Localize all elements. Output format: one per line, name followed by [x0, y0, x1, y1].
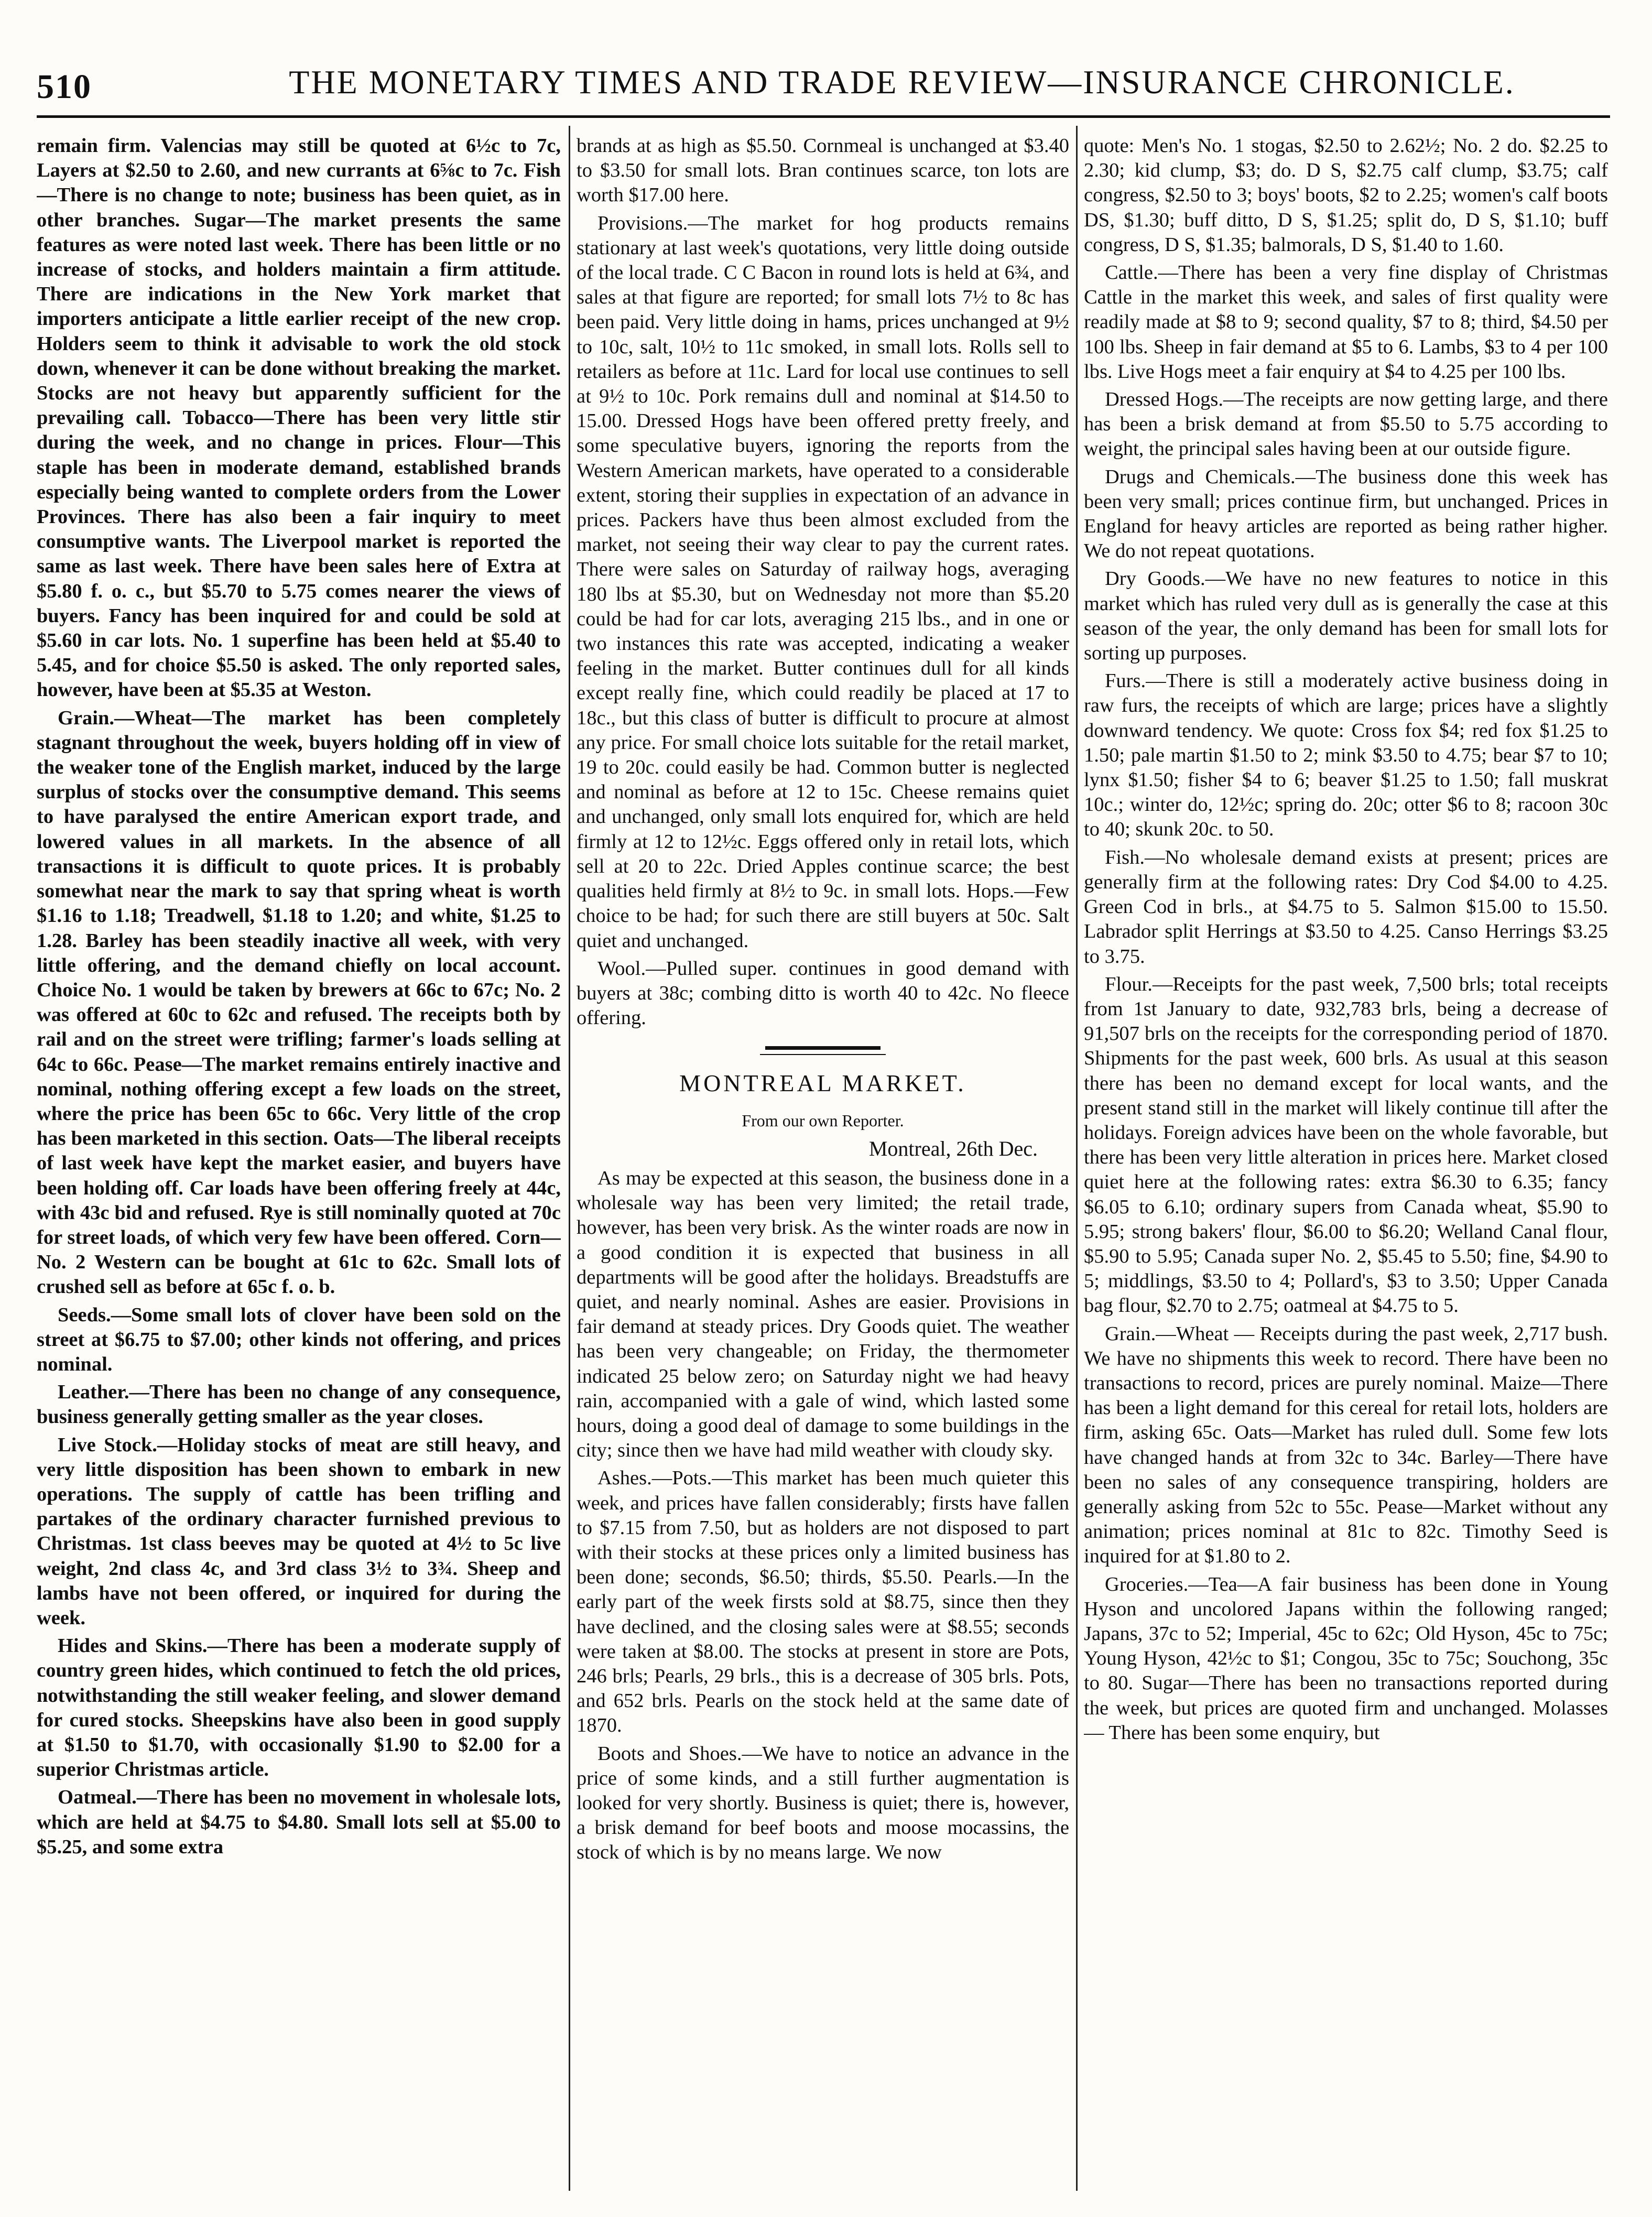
column-2 — [577, 134, 1069, 2188]
paragraph-leather: Leather.—There has been no change of any consequence, business generally getting smaller as the year closes. — [37, 1381, 561, 1428]
paragraph-hides-skins: Hides and Skins.—There has been a moderate supply of country green hides, which continued to fetch the old prices, notwithstanding the still weaker feeling, and slower demand for cured stocks. Sheepskins have also been in good supply at $1.50 to $1.70, with occasionally $1.90 to $2.00 for a superior Christmas article. — [37, 1635, 561, 1781]
paragraph-fruit-fish-sugar-flour: remain firm. Valencias may still be quoted at 6½c to 7c, Layers at $2.50 to 2.60, and new currants at 6⅝c to 7c. Fish—There is no change to note; business has been quiet, as in other branches. Sugar—The market presents the same features as were noted last week. There has been little or no increase of stocks, and holders maintain a firm attitude. There are indications in the New York market that importers anticipate a little earlier receipt of the new crop. Holders seem to think it advisable to work the old stock down, whenever it can be done without breaking the market. Stocks are not heavy but apparently sufficient for the prevailing call. Tobacco—There has been very little stir during the week, and no change in prices. Flour—This staple has been in moderate demand, established brands especially being wanted to complete orders from the Lower Provinces. There has also been a fair inquiry to meet consumptive wants. The Liverpool market is reported the same as last week. There have been sales here of Extra at $5.80 f. o. c., but $5.70 to 5.75 comes nearer the views of buyers. Fancy has been inquired for and could be sold at $5.60 in car lots. No. 1 superfine has been held at $5.40 to 5.45, and for choice $5.50 is asked. The only reported sales, however, have been at $5.35 at Weston. — [37, 135, 561, 701]
running-title: THE MONETARY TIMES AND TRADE REVIEW—INSURANCE CHRONICLE. — [289, 63, 1515, 101]
paragraph-ashes: Ashes.—Pots.—This market has been much quieter this week, and prices have fallen considerably; firsts have fallen to $7.15 from 7.50, but as holders are not disposed to part with their stocks at these prices only a limited business has been done; seconds, $6.50; thirds, $5.50. Pearls.—In the early part of the week firsts sold at $8.75, since then they have declined, and the closing sales were at $8.55; seconds were taken at $8.00. The stocks at present in store are Pots, 246 brls; Pearls, 29 brls., this is a decrease of 305 brls. Pots, and 652 brls. Pearls on the stock held at the same date of 1870. — [577, 1467, 1069, 1737]
paragraph-cattle: Cattle.—There has been a very fine display of Christmas Cattle in the market this week, and sales of first quality were readily made at $8 to 9; second quality, $7 to 8; third, $4.50 per 100 lbs. Sheep in fair demand at $5 to 6. Lambs, $3 to 4 per 100 lbs. Live Hogs meet a fair enquiry at $4 to 4.25 per 100 lbs. — [1084, 262, 1608, 383]
paragraph-groceries: Groceries.—Tea—A fair business has been done in Young Hyson and uncolored Japans within the following ranged; Japans, 37c to 52; Imperial, 45c to 62c; Old Hyson, 45c to 75c; Young Hyson, 42½c to $1; Congou, 35c to 75c; Souchong, 35c to 80. Sugar—There has been no transactions reported during the week, but prices are quoted firm and unchanged. Molasses — There has been some enquiry, but — [1084, 1573, 1608, 1744]
section-title-montreal-market: MONTREAL MARKET. — [679, 1070, 966, 1097]
paragraph-flour: Flour.—Receipts for the past week, 7,500 brls; total receipts from 1st January to date, 932,783 brls, being a decrease of 91,507 brls on the receipts for the corresponding period of 1870. Shipments for the past week, 600 brls. As usual at this season there has been no demand except for local wants, and the present stand still in the market will likely continue till after the holidays. Foreign advices have been on the whole favorable, but there has been very little alteration in prices here. Market closed quiet here at the following rates: extra $6.30 to 6.35; fancy $6.05 to 6.10; ordinary supers from Canada wheat, $5.90 to 5.95; strong bakers' flour, $6.00 to $6.20; Welland Canal flour, $5.90 to 5.95; Canada super No. 2, $5.45 to 5.50; fine, $4.90 to 5; middlings, $3.50 to 4; Pollard's, $3 to 3.50; Upper Canada bag flour, $2.70 to 2.75; oatmeal at $4.75 to 5. — [1084, 973, 1608, 1317]
paragraph-live-stock: Live Stock.—Holiday stocks of meat are still heavy, and very little disposition has been shown to embark in new operations. The supply of cattle has been trifling and partakes of the ordinary character furnished previous to Christmas. 1st class beeves may be quoted at 4½ to 5c live weight, 2nd class 4c, and 3rd class 3½ to 3¾. Sheep and lambs have not been offered, or inquired for during the week. — [37, 1433, 561, 1629]
paragraph-boots-shoes: Boots and Shoes.—We have to notice an advance in the price of some kinds, and a still further augmentation is looked for very shortly. Business is quiet; there is, however, a brisk demand for beef boots and moose mocassins, the stock of which is by no means large. We now — [577, 1742, 1069, 1864]
paragraph-provisions: Provisions.—The market for hog products remains stationary at last week's quotations, very little doing outside of the local trade. C C Bacon in round lots is held at 6¾, and sales at that figure are reported; for small lots 7½ to 8c has been paid. Very little doing in hams, prices unchanged at 9½ to 10c, salt, 10½ to 11c smoked, in small lots. Rolls sell to retailers as before at 11c. Lard for local use continues to sell at 9½ to 10c. Pork remains dull and nominal at $14.50 to 15.00. Dressed Hogs have been offered pretty freely, and some speculative buyers, ignoring the reports from the Western American markets, have operated to a considerable extent, storing their supplies in expectation of an advance in prices. Packers have thus been almost excluded from the market, not seeing their way clear to pay the current rates. There were sales on Saturday of railway hogs, averaging 180 lbs at $5.30, but on Wednesday not more than $5.20 could be had for car lots, averaging 215 lbs., and in one or two instances this rate was accepted, indicating a weaker feeling in the market. Butter continues dull for all kinds except really fine, which could readily be placed at 17 to 18c., but this class of butter is difficult to procure at almost any price. For small choice lots suitable for the retail market, 19 to 20c. could easily be had. Common butter is neglected and nominal as before at 12 to 15c. Cheese remains quiet and unchanged, only small lots enquired for, which are held firmly at 12 to 12½c. Eggs offered only in retail lots, which sell at 20 to 22c. Dried Apples continue scarce; the best qualities held firmly at 8½ to 9c. in small lots. Hops.—Few choice to be had; for such there are still buyers at 50c. Salt quiet and unchanged. — [577, 212, 1069, 952]
section-divider-thin — [760, 1054, 886, 1055]
paragraph-boot-prices: quote: Men's No. 1 stogas, $2.50 to 2.62½; No. 2 do. $2.25 to 2.30; kid clump, $3; do. D S, $2.75 calf clump, $3.75; calf congress, $2.50 to 3; boys' boots, $2 to 2.25; women's calf boots DS, $1.30; buff ditto, D S, $1.25; split do, D S, $1.10; buff congress, D S, $1.35; balmorals, D S, $1.40 to 1.60. — [1084, 135, 1608, 256]
paragraph-oatmeal: Oatmeal.—There has been no movement in wholesale lots, which are held at $4.75 to $4.80. Small lots sell at $5.00 to $5.25, and some extra — [37, 1786, 561, 1858]
paragraph-cornmeal-bran: brands at as high as $5.50. Cornmeal is unchanged at $3.40 to $3.50 for small lots. Bran continues scarce, ton lots are worth $17.00 here. — [577, 135, 1069, 207]
paragraph-dry-goods: Dry Goods.—We have no new features to notice in this market which has ruled very dull as is generally the case at this season of the year, the only demand has been for small lots for sorting up purposes. — [1084, 568, 1608, 665]
paragraph-grain: Grain.—Wheat—The market has been completely stagnant throughout the week, buyers holding off in view of the weaker tone of the English market, induced by the large surplus of stocks over the consumptive demand. This seems to have paralysed the entire American export trade, and lowered values in all markets. In the absence of all transactions it is difficult to quote prices. It is probably somewhat near the mark to say that spring wheat is worth $1.16 to 1.18; Treadwell, $1.18 to 1.20; and white, $1.25 to 1.28. Barley has been steadily inactive all week, with very little offering, and the demand chiefly on local account. Choice No. 1 would be taken by brewers at 66c to 67c; No. 2 was offered at 60c to 62c and refused. The receipts both by rail and on the street were trifling; farmer's loads selling at 64c to 66c. Pease—The market remains entirely inactive and nominal, nothing offering except a few loads on the street, where the price has been 65c to 66c. Very little of the crop has been marketed in this section. Oats—The liberal receipts of last week have kept the market easier, and buyers have been holding off. Car loads have been offering freely at 44c, with 43c bid and refused. Rye is still nominally quoted at 70c for street loads, of which very few have been offered. Corn—No. 2 Western can be bought at 61c to 62c. Small lots of crushed sell as before at 65c f. o. b. — [37, 707, 561, 1298]
column-1 — [37, 134, 561, 2188]
paragraph-grain-montreal: Grain.—Wheat — Receipts during the past week, 2,717 bush. We have no shipments this week to record. There have been no transactions to record, prices are purely nominal. Maize—There has been a light demand for this cereal for retail lots, holders are firm, asking 65c. Oats—Market has ruled dull. Some few lots have changed hands at from 32c to 34c. Barley—There have been no sales of any consequence transpiring, holders are generally asking from 52c to 55c. Pease—Market without any animation; prices nominal at 81c to 82c. Timothy Seed is inquired for at $1.80 to 2. — [1084, 1322, 1608, 1568]
paragraph-seeds: Seeds.—Some small lots of clover have been sold on the street at $6.75 to $7.00; other kinds not offering, and prices nominal. — [37, 1303, 561, 1375]
byline: From our own Reporter. — [742, 1111, 904, 1130]
column-rule — [569, 126, 570, 2191]
paragraph-drugs-chemicals: Drugs and Chemicals.—The business done this week has been very small; prices continue firm, but unchanged. Prices in England for heavy articles are reported as being rather higher. We do not repeat quotations. — [1084, 465, 1608, 562]
header-rule — [37, 115, 1610, 118]
column-3 — [1084, 134, 1608, 2188]
paragraph-dressed-hogs: Dressed Hogs.—The receipts are now getting large, and there has been a brisk demand at from $5.50 to 5.75 according to weight, the principal sales having been at our outside figure. — [1084, 388, 1608, 460]
paragraph-montreal-intro: As may be expected at this season, the business done in a wholesale way has been very limited; the retail trade, however, has been very brisk. As the winter roads are now in a good condition it is expected that business in all departments will be good after the holidays. Breadstuffs are quiet, and nearly nominal. Ashes are easier. Provisions in fair demand at steady prices. Dry Goods quiet. The weather has been very changeable; on Friday, the thermometer indicated 25 below zero; on Saturday night we had heavy rain, accompanied with a gale of wind, which lasted some hours, doing a good deal of damage to some buildings in the city; since then we have had mild weather with cloudy sky. — [577, 1167, 1069, 1462]
page-header — [37, 58, 1610, 115]
section-divider — [765, 1046, 881, 1050]
dateline: Montreal, 26th Dec. — [868, 1136, 1038, 1160]
paragraph-furs: Furs.—There is still a moderately active business doing in raw furs, the receipts of which are large; prices have a slightly downward tendency. We quote: Cross fox $4; red fox $1.25 to 1.50; pale martin $1.50 to 2; mink $3.50 to 4.75; bear $7 to 10; lynx $1.50; fisher $4 to 6; beaver $1.25 to 1.50; fall muskrat 10c.; winter do, 12½c; spring do. 20c; otter $6 to 8; racoon 30c to 40; skunk 20c. to 50. — [1084, 670, 1608, 841]
column-rule — [1076, 126, 1078, 2191]
page-number: 510 — [37, 68, 92, 106]
paragraph-fish: Fish.—No wholesale demand exists at present; prices are generally firm at the following rates: Dry Cod $4.00 to 4.25. Green Cod in brls., at $4.75 to 5. Salmon $15.00 to 15.50. Labrador split Herrings at $3.50 to 4.25. Canso Herrings $3.25 to 3.75. — [1084, 846, 1608, 968]
paragraph-wool: Wool.—Pulled super. continues in good demand with buyers at 38c; combing ditto is worth 40 to 42c. No fleece offering. — [577, 957, 1069, 1029]
